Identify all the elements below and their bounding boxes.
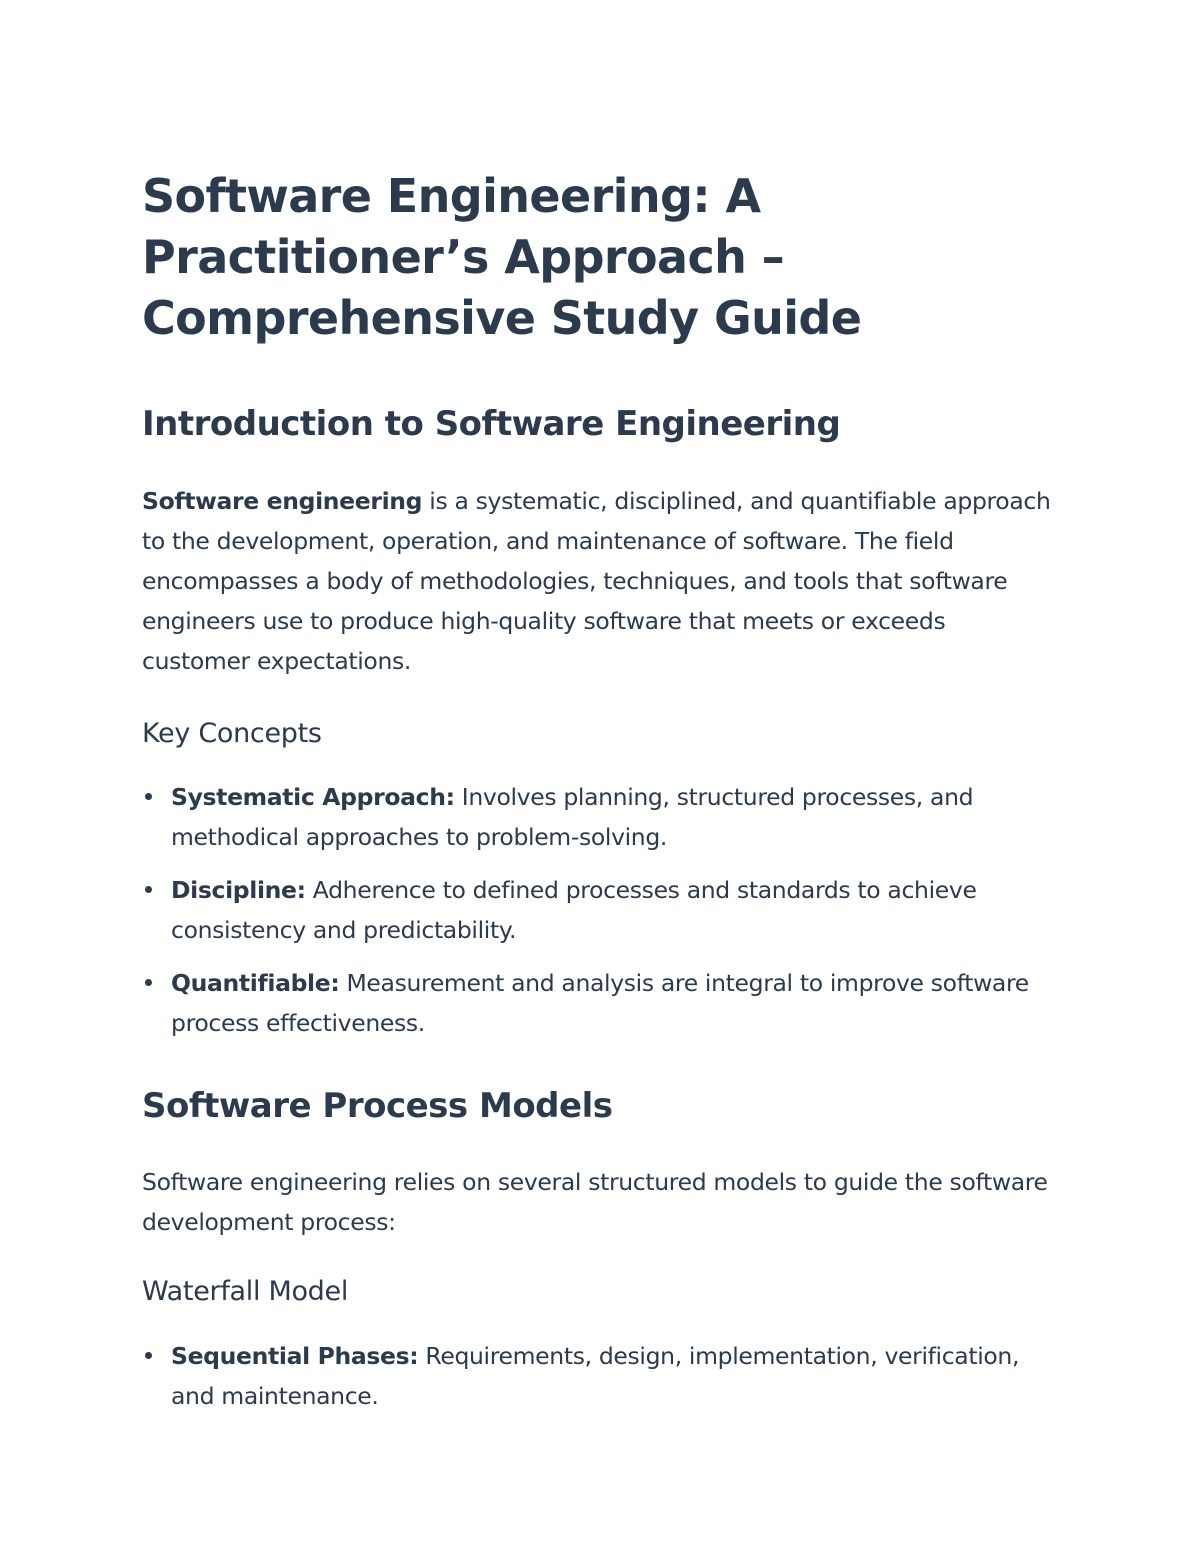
list-item-term: Quantifiable: — [171, 969, 340, 997]
process-models-paragraph: Software engineering relies on several structured models to guide the software development process: — [142, 1168, 1048, 1236]
list-item-term: Sequential Phases: — [171, 1342, 419, 1370]
intro-bold-term: Software engineering — [142, 487, 423, 515]
list-item — [142, 963, 1052, 1043]
list-item-text: Requirements, design, implementation, verification, and maintenance. — [171, 1342, 1020, 1410]
bullet-icon — [145, 1352, 152, 1359]
list-item-term: Systematic Approach: — [171, 783, 455, 811]
document-page — [142, 166, 1052, 1416]
list-item — [142, 1336, 1052, 1416]
list-item-text: Measurement and analysis are integral to improve software process effectiveness. — [171, 969, 1029, 1037]
bullet-icon — [145, 793, 152, 800]
intro-paragraph — [142, 481, 1052, 681]
intro-text: is a systematic, disciplined, and quantifiable approach to the development, operation, and maintenance of software. The field encompasses a body of methodologies, techniques, and tools that software engineers use to produce high-quality software that meets or exceeds customer expectations. — [142, 487, 1051, 675]
bullet-icon — [145, 886, 152, 893]
subsection-heading-key-concepts: Key Concepts — [142, 718, 322, 749]
list-item-term: Discipline: — [171, 876, 306, 904]
list-item-text: Adherence to defined processes and standards to achieve consistency and predictability. — [171, 876, 977, 944]
subsection-heading-waterfall: Waterfall Model — [142, 1276, 349, 1307]
document-title: Software Engineering: A Practitioner’s Approach – Comprehensive Study Guide — [142, 169, 862, 345]
bullet-icon — [145, 979, 152, 986]
list-item — [142, 777, 1052, 857]
section-heading-introduction: Introduction to Software Engineering — [142, 404, 841, 444]
key-concepts-list — [142, 777, 1052, 1043]
list-item — [142, 870, 1052, 950]
waterfall-list — [142, 1336, 1052, 1416]
section-heading-process-models: Software Process Models — [142, 1086, 613, 1126]
list-item-text: Involves planning, structured processes, and methodical approaches to problem-solving. — [171, 783, 974, 851]
